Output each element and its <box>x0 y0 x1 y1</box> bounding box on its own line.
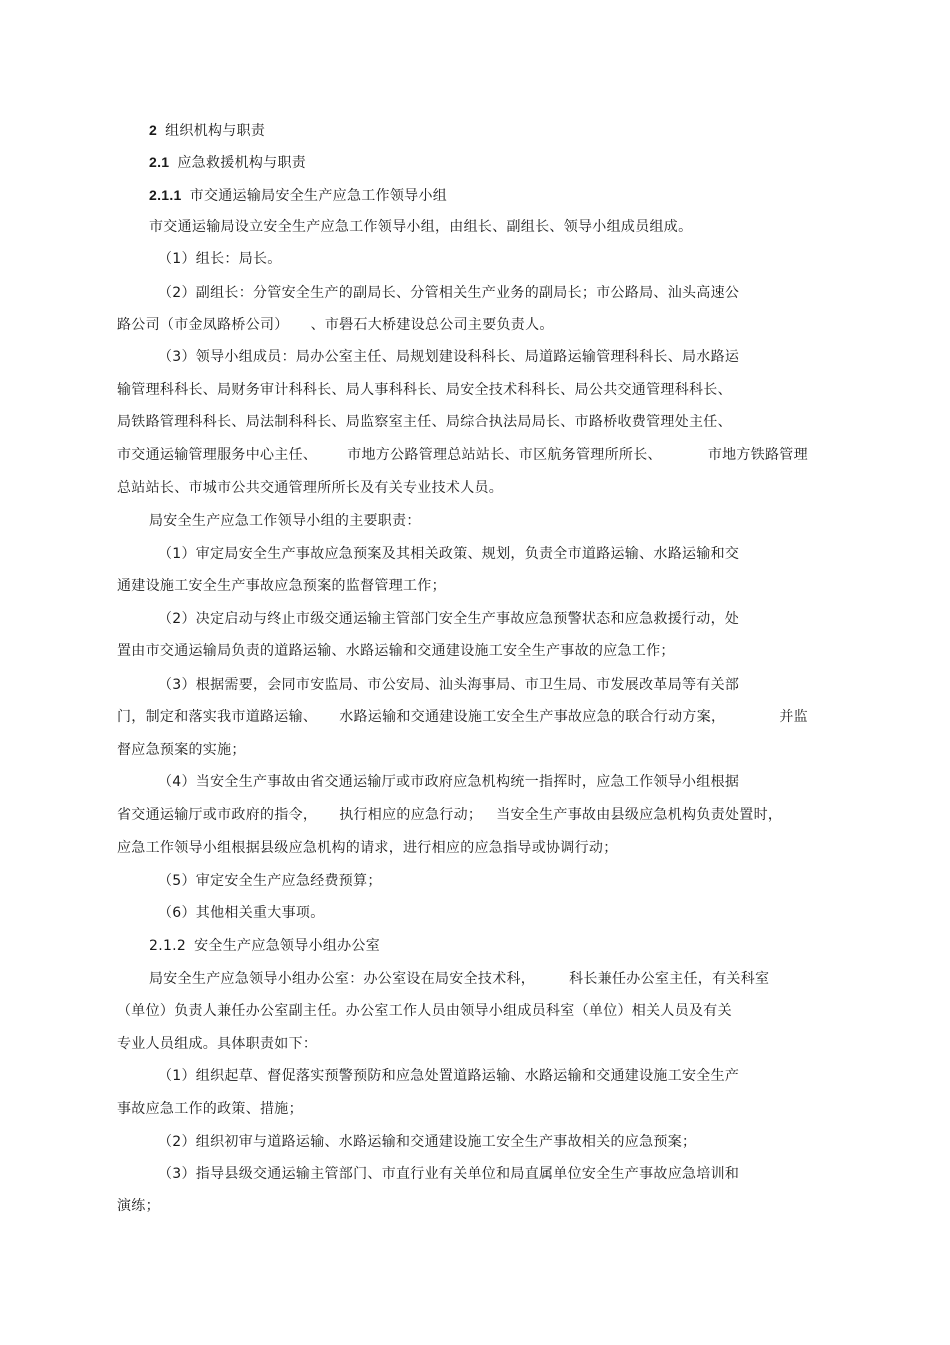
office-duty-3-line1: （3）指导县级交通运输主管部门、市直行业有关单位和局直属单位安全生产事故应急培训和 <box>158 1166 740 1182</box>
duty-2-line1: （2）决定启动与终止市级交通运输主管部门安全生产事故应急预警状态和应急救援行动，处 <box>158 611 740 627</box>
paragraph-leader: （1）组长：局长。 <box>158 251 282 267</box>
paragraph-intro: 市交通运输局设立安全生产应急工作领导小组，由组长、副组长、领导小组成员组成。 <box>149 219 693 235</box>
paragraph-members-line4: 市交通运输管理服务中心主任、 市地方公路管理总站站长、市区航务管理所所长、 市地方铁路管理 <box>117 447 808 463</box>
paragraph-deputy-line1: （2）副组长：分管安全生产的副局长、分管相关生产业务的副局长；市公路局、汕头高速公 <box>158 285 740 301</box>
duty-4-line3: 应急工作领导小组根据县级应急机构的请求，进行相应的应急指导或协调行动； <box>117 840 618 856</box>
duty-6: （6）其他相关重大事项。 <box>158 905 325 921</box>
office-duty-3-line2: 演练； <box>117 1198 160 1214</box>
section-heading-2-1: 2.1 应急救援机构与职责 <box>149 154 307 171</box>
section-heading-2: 2 组织机构与职责 <box>149 122 266 139</box>
duty-1-line1: （1）审定局安全生产事故应急预案及其相关政策、规划，负责全市道路运输、水路运输和交 <box>158 546 740 562</box>
paragraph-members-line5: 总站站长、市城市公共交通管理所所长及有关专业技术人员。 <box>117 480 504 496</box>
duty-3-line3: 督应急预案的实施； <box>117 742 246 758</box>
duty-4-line2: 省交通运输厅或市政府的指令， 执行相应的应急行动； 当安全生产事故由县级应急机构负责处置时， <box>117 807 783 823</box>
section-heading-2-1-2: 2.1.2 安全生产应急领导小组办公室 <box>149 938 381 954</box>
paragraph-deputy-line2: 路公司（市金凤路桥公司） 、市礐石大桥建设总公司主要负责人。 <box>117 317 554 333</box>
duty-4-line1: （4）当安全生产事故由省交通运输厅或市政府应急机构统一指挥时，应急工作领导小组根据 <box>158 774 740 790</box>
duty-3-line1: （3）根据需要，会同市安监局、市公安局、汕头海事局、市卫生局、市发展改革局等有关部 <box>158 677 740 693</box>
office-paragraph-line3: 专业人员组成。具体职责如下： <box>117 1036 318 1052</box>
paragraph-members-line2: 输管理科科长、局财务审计科科长、局人事科科长、局安全技术科科长、局公共交通管理科科长、 <box>117 382 732 398</box>
office-duty-1-line1: （1）组织起草、督促落实预警预防和应急处置道路运输、水路运输和交通建设施工安全生产 <box>158 1068 740 1084</box>
section-heading-2-1-1: 2.1.1 市交通运输局安全生产应急工作领导小组 <box>149 187 448 204</box>
office-paragraph-line1: 局安全生产应急领导小组办公室：办公室设在局安全技术科， 科长兼任办公室主任，有关科室 <box>149 971 770 987</box>
office-duty-2: （2）组织初审与道路运输、水路运输和交通建设施工安全生产事故相关的应急预案； <box>158 1134 697 1150</box>
paragraph-duties-title: 局安全生产应急工作领导小组的主要职责： <box>149 513 421 529</box>
paragraph-members-line3: 局铁路管理科科长、局法制科科长、局监察室主任、局综合执法局局长、市路桥收费管理处主任、 <box>117 414 732 430</box>
duty-5: （5）审定安全生产应急经费预算； <box>158 873 382 889</box>
office-paragraph-line2: （单位）负责人兼任办公室副主任。办公室工作人员由领导小组成员科室（单位）相关人员及有关 <box>117 1003 732 1019</box>
paragraph-members-line1: （3）领导小组成员：局办公室主任、局规划建设科科长、局道路运输管理科科长、局水路运 <box>158 349 740 365</box>
duty-1-line2: 通建设施工安全生产事故应急预案的监督管理工作； <box>117 578 446 594</box>
duty-2-line2: 置由市交通运输局负责的道路运输、水路运输和交通建设施工安全生产事故的应急工作； <box>117 643 675 659</box>
office-duty-1-line2: 事故应急工作的政策、措施； <box>117 1101 303 1117</box>
duty-3-line2: 门，制定和落实我市道路运输、 水路运输和交通建设施工安全生产事故应急的联合行动方案， 并监 <box>117 709 808 725</box>
